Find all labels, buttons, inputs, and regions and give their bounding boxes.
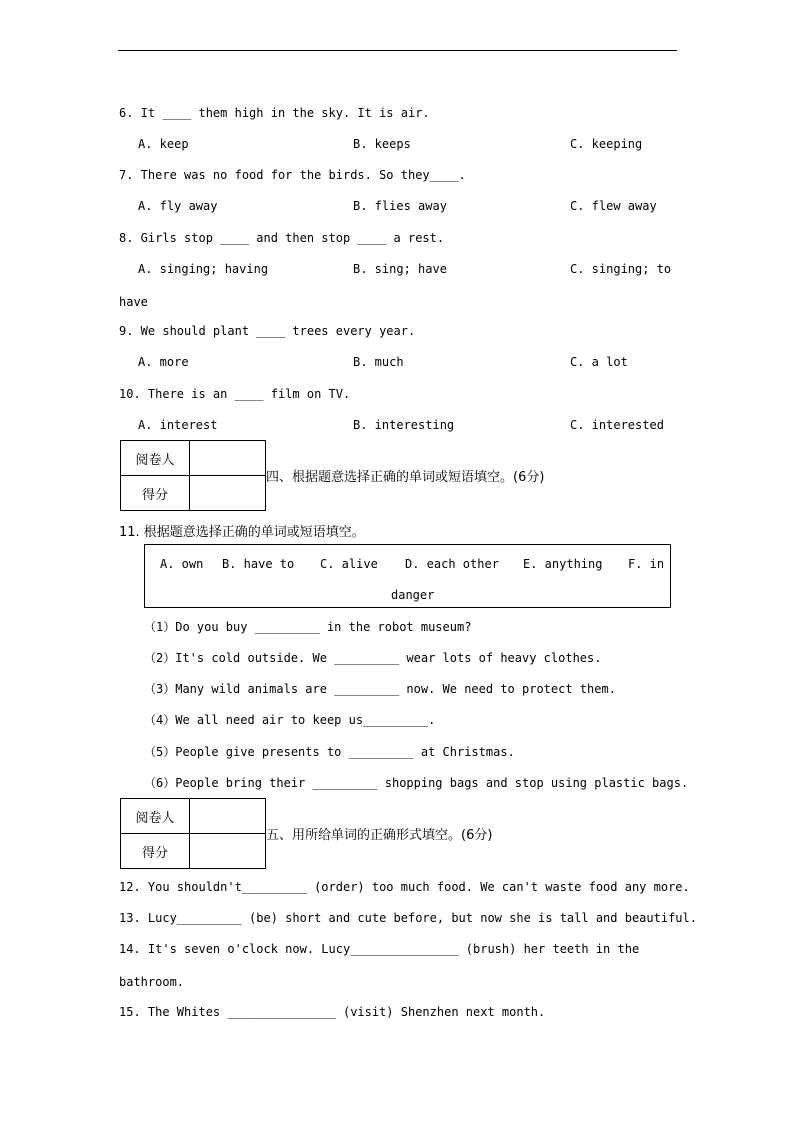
q11-item-2: （2）It's cold outside. We _________ wear lots of heavy clothes.	[144, 651, 602, 665]
header-rule	[118, 50, 677, 51]
question-12: 12. You shouldn't_________ (order) too much food. We can't waste food any more.	[119, 880, 690, 894]
q7-option-c: C. flew away	[570, 199, 657, 213]
word-bank-d: D. each other	[405, 557, 499, 571]
score-cell[interactable]	[190, 834, 266, 869]
word-bank-e: E. anything	[523, 557, 603, 571]
q8-option-a: A. singing; having	[138, 262, 269, 276]
q9-option-b: B. much	[353, 355, 404, 369]
q11-item-1: （1）Do you buy _________ in the robot museum?	[144, 620, 472, 634]
score-table-section4	[120, 440, 266, 511]
reviewer-label: 阅卷人	[121, 441, 190, 476]
q10-option-b: B. interesting	[353, 418, 455, 432]
q11-item-6: （6）People bring their _________ shopping bags and stop using plastic bags.	[144, 776, 689, 790]
word-bank-f-wrap: danger	[391, 588, 435, 602]
question-14: 14. It's seven o'clock now. Lucy_______________ (brush) her teeth in the	[119, 942, 640, 956]
question-6: 6. It ____ them high in the sky. It is air.	[119, 106, 430, 120]
q6-option-c: C. keeping	[570, 137, 643, 151]
question-11: 11. 根据题意选择正确的单词或短语填空。	[119, 525, 365, 540]
q11-item-3: （3）Many wild animals are _________ now. We need to protect them.	[144, 682, 616, 696]
q10-option-a: A. interest	[138, 418, 218, 432]
q10-option-c: C. interested	[570, 418, 664, 432]
reviewer-cell[interactable]	[190, 441, 266, 476]
word-bank-b: B. have to	[222, 557, 295, 571]
q8-option-b: B. sing; have	[353, 262, 447, 276]
reviewer-cell[interactable]	[190, 799, 266, 834]
score-table-section5	[120, 798, 266, 869]
question-10: 10. There is an ____ film on TV.	[119, 387, 351, 401]
q8-option-c: C. singing; to	[570, 262, 672, 276]
question-8: 8. Girls stop ____ and then stop ____ a rest.	[119, 231, 445, 245]
question-13: 13. Lucy_________ (be) short and cute before, but now she is tall and beautiful.	[119, 911, 697, 925]
word-bank-c: C. alive	[320, 557, 378, 571]
q9-option-c: C. a lot	[570, 355, 628, 369]
question-14-wrap: bathroom.	[119, 975, 185, 989]
score-label: 得分	[121, 834, 190, 869]
word-bank-a: A. own	[160, 557, 204, 571]
question-9: 9. We should plant ____ trees every year.	[119, 324, 416, 338]
q8-option-c-wrap: have	[119, 295, 148, 309]
q7-option-a: A. fly away	[138, 199, 218, 213]
word-bank-f: F. in	[628, 557, 665, 571]
q7-option-b: B. flies away	[353, 199, 447, 213]
score-label: 得分	[121, 476, 190, 511]
q6-option-b: B. keeps	[353, 137, 411, 151]
q11-item-5: （5）People give presents to _________ at Christmas.	[144, 745, 515, 759]
score-cell[interactable]	[190, 476, 266, 511]
question-7: 7. There was no food for the birds. So they____.	[119, 168, 466, 182]
q6-option-a: A. keep	[138, 137, 189, 151]
q11-item-4: （4）We all need air to keep us_________.	[144, 713, 436, 727]
q9-option-a: A. more	[138, 355, 189, 369]
question-15: 15. The Whites _______________ (visit) Shenzhen next month.	[119, 1005, 546, 1019]
section4-title: 四、根据题意选择正确的单词或短语填空。(6分)	[266, 470, 545, 485]
reviewer-label: 阅卷人	[121, 799, 190, 834]
section5-title: 五、用所给单词的正确形式填空。(6分)	[266, 828, 493, 843]
